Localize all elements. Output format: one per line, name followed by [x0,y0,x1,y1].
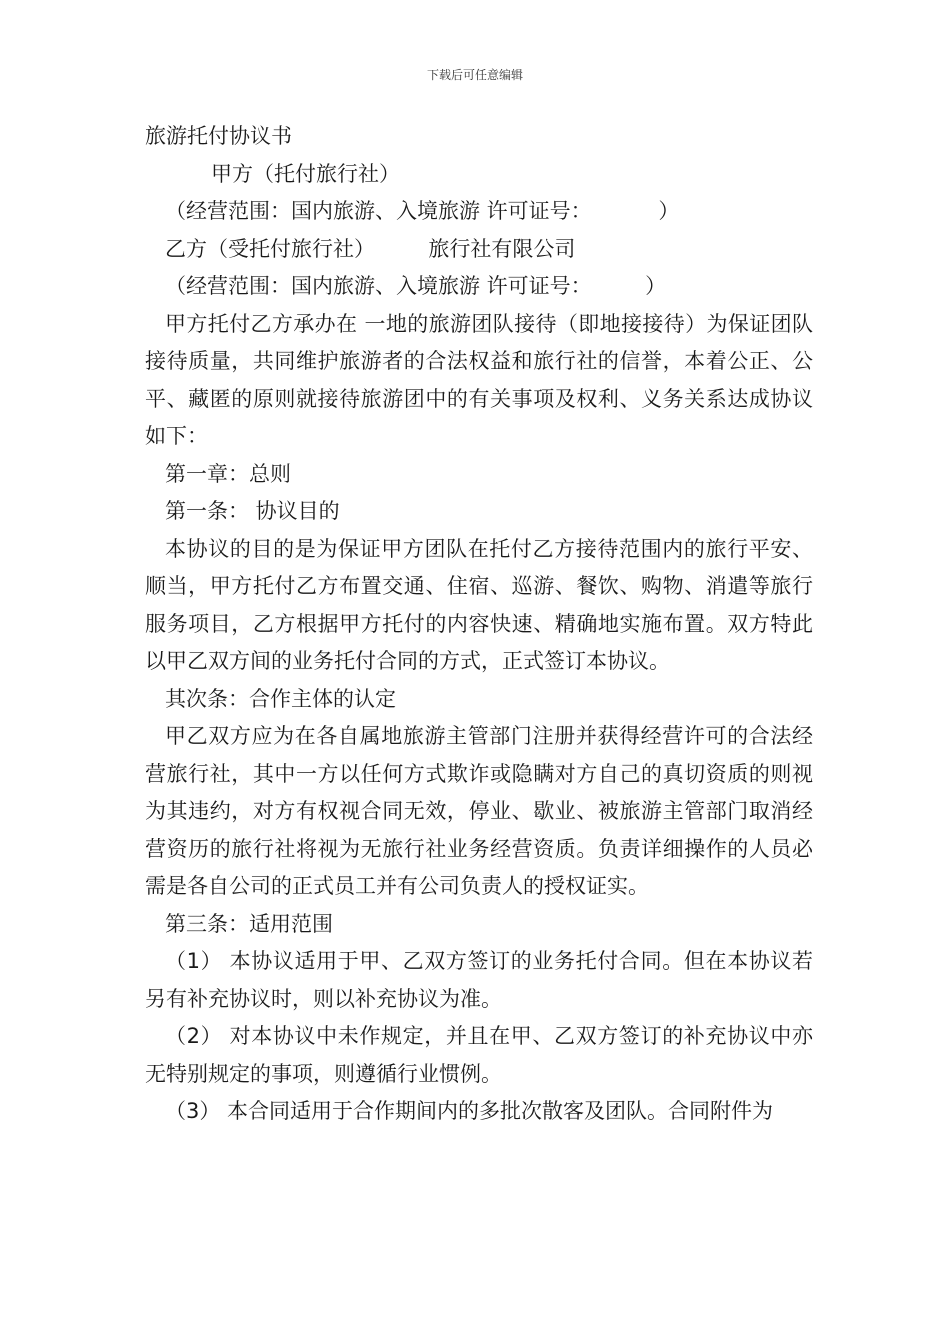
document-body [145,118,813,1131]
party-b-line: 乙方（受托付旅行社） 旅行社有限公司 [165,236,576,261]
article-1-heading: 第一条： 协议目的 [165,499,340,523]
party-a-scope-line: （经营范围：国内旅游、入境旅游 许可证号： ） [165,199,680,223]
intro-paragraph: 甲方托付乙方承办在 一地的旅游团队接待（即地接接待）为保证团队接待质量，共同维护旅游者的合法权益和旅行社的信誉，本着公正、公平、藏匿的原则就接待旅游团中的有关事项及权利、义务关系达成协议如下： [145,311,813,448]
article-2-paragraph: 甲乙双方应为在各自属地旅游主管部门注册并获得经营许可的合法经营旅行社，其中一方以任何方式欺诈或隐瞒对方自己的真切资质的则视为其违约，对方有权视合同无效，停业、歇业、被旅游主管部门取消经营资历的旅行社将视为无旅行社业务经营资质。负责详细操作的人员必需是各自公司的正式员工并有公司负责人的授权证实。 [145,724,813,898]
party-a-line: 甲方（托付旅行社） [211,161,400,186]
article-3-item-3: （3） 本合同适用于合作期间内的多批次散客及团队。合同附件为 [165,1099,774,1123]
article-2-heading: 其次条：合作主体的认定 [165,686,396,711]
chapter-heading: 第一章：总则 [165,461,291,486]
page-header: 下载后可任意编辑 [426,68,523,82]
article-1-paragraph: 本协议的目的是为保证甲方团队在托付乙方接待范围内的旅行平安、顺当，甲方托付乙方布置交通、住宿、巡游、餐饮、购物、消遣等旅行服务项目，乙方根据甲方托付的内容快速、精确地实施布置。双方特此以甲乙双方间的业务托付合同的方式，正式签订本协议。 [145,536,813,673]
document-title: 旅游托付协议书 [145,124,292,148]
article-3-item-1: （1） 本协议适用于甲、乙双方签订的业务托付合同。但在本协议若另有补充协议时，则以补充协议为准。 [145,949,813,1011]
article-3-item-2: （2） 对本协议中未作规定，并且在甲、乙双方签订的补充协议中亦无特别规定的事项，则遵循行业惯例。 [145,1024,813,1086]
party-b-scope-line: （经营范围：国内旅游、入境旅游 许可证号： ） [165,274,667,298]
article-3-heading: 第三条：适用范围 [165,911,333,936]
